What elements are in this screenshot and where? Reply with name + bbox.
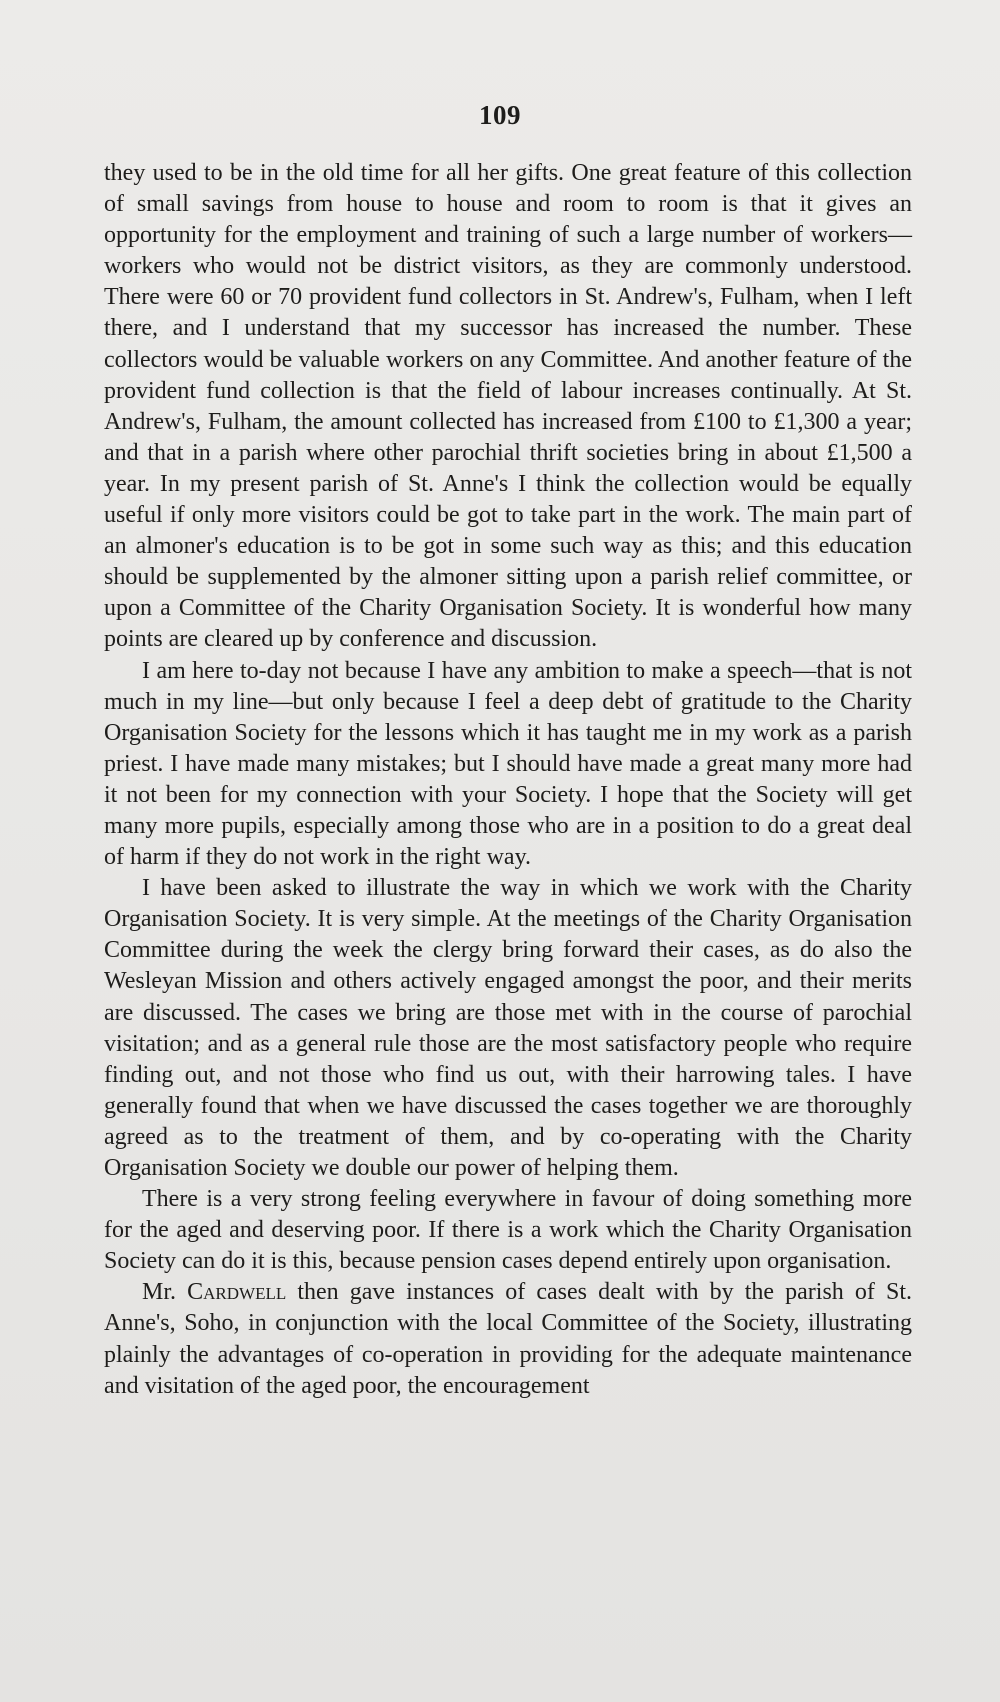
paragraph-3: I have been asked to illustrate the way in which we work with the Charity Organisation Society. It is very simple. At the meetings of the Charity Organisation Committee during the week the clergy bring forward their cases, as do also the Wesleyan Mission and others actively engaged amongst the poor, and their merits are discussed. The cases we bring are those met with in the course of parochial visitation; and as a general rule those are the most satisfactory people who require finding out, and not those who find us out, with their harrowing tales. I have generally found that when we have discussed the cases together we are thoroughly agreed as to the treatment of them, and by co-operating with the Charity Organisation Society we double our power of helping them.: [104, 875, 912, 1181]
paragraph-1: they used to be in the old time for all her gifts. One great feature of this collection of small savings from house to house and room to room is that it gives an opportunity for the employment and training of such a large number of workers—workers who would not be district visitors, as they are commonly understood. There were 60 or 70 provident fund collectors in St. Andrew's, Fulham, when I left there, and I understand that my successor has increased the number. These collectors would be valuable workers on any Committee. And another feature of the provident fund collection is that the field of labour increases continually. At St. Andrew's, Fulham, the amount collected has increased from £100 to £1,300 a year; and that in a parish where other parochial thrift societies bring in about £1,500 a year. In my present parish of St. Anne's I think the collection would be equally useful if only more visitors could be got to take part in the work. The main part of an almoner's education is to be got in some such way as this; and this education should be supplemented by the almoner sitting upon a parish relief committee, or upon a Committee of the Charity Organisation Society. It is wonderful how many points are cleared up by conference and discussion.: [104, 160, 912, 653]
paragraph-5-lead: Mr.: [142, 1279, 188, 1306]
paragraph-5-text: then gave instances of cases dealt with by the parish of St. Anne's, Soho, in conjunction with the local Committee of the Society, illustrating plainly the advantages of co-operation in providing for the adequate maintenance and visitation of the aged poor, the encouragement: [104, 1279, 913, 1399]
body-text: [104, 158, 912, 1402]
paragraph-2: I am here to-day not because I have any ambition to make a speech—that is not much in my line—but only because I feel a deep debt of gratitude to the Charity Organisation Society for the lessons which it has taught me in my work as a parish priest. I have made many mistakes; but I should have made a great many more had it not been for my connection with your Society. I hope that the Society will get many more pupils, especially among those who are in a position to do a great deal of harm if they do not work in the right way.: [104, 657, 912, 871]
paragraph-5: [104, 1277, 912, 1401]
paragraph-4: There is a very strong feeling everywhere in favour of doing something more for the aged and deserving poor. If there is a work which the Charity Organisation Society can do it is this, because pension cases depend entirely upon organisation.: [104, 1186, 912, 1275]
page-number: 109: [479, 100, 521, 130]
speaker-name: Cardwell: [187, 1279, 287, 1306]
